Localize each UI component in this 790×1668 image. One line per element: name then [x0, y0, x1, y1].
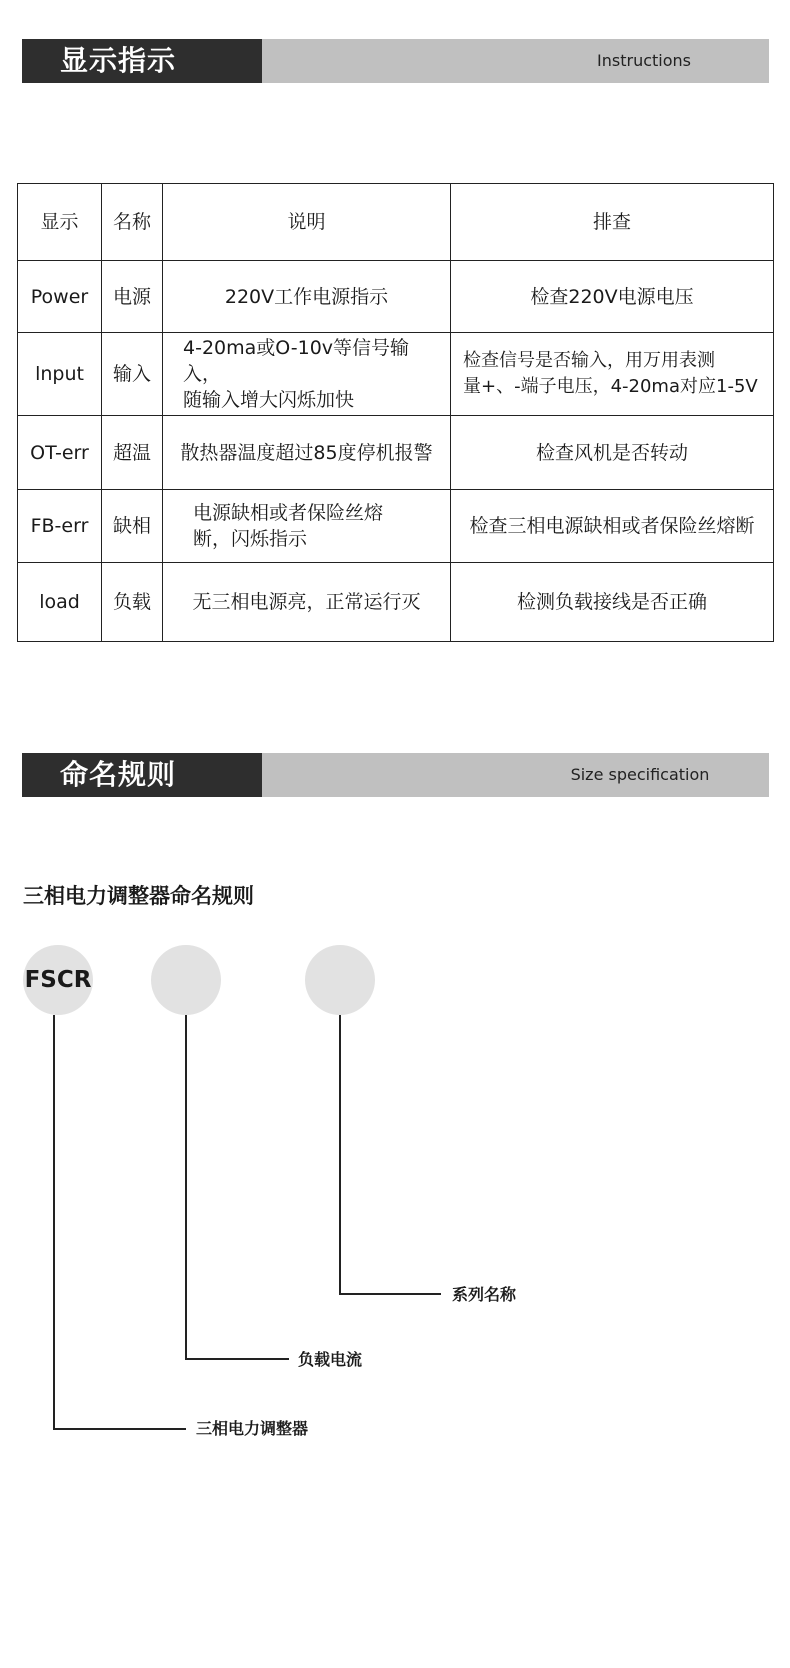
indicator-table: [17, 183, 774, 642]
section-banner-instructions: [22, 39, 769, 83]
table-row: [18, 490, 774, 563]
table-row: [18, 416, 774, 490]
check-cell: [451, 563, 774, 642]
connector-line: [339, 1015, 341, 1295]
desc-line: 220V工作电源指示: [224, 285, 389, 308]
header-cell: 名称: [102, 184, 163, 261]
name-cell: 缺相: [102, 490, 163, 563]
desc-line: 断，闪烁指示: [193, 528, 308, 550]
section-banner-naming: [22, 753, 769, 797]
load-current-label: 负载电流: [298, 1350, 363, 1369]
check-line: 检查220V电源电压: [530, 285, 694, 308]
check-cell: [451, 490, 774, 563]
table-header-row: [18, 184, 774, 261]
desc-line: 无三相电源亮，正常运行灭: [192, 591, 421, 613]
desc-line: 电源缺相或者保险丝熔: [193, 502, 384, 524]
desc-cell: [163, 261, 451, 333]
display-cell: load: [18, 563, 102, 642]
display-cell: lnput: [18, 333, 102, 416]
table-row: [18, 333, 774, 416]
name-cell: 超温: [102, 416, 163, 490]
model-prefix-circle: FSCR: [23, 945, 93, 1015]
check-cell: [451, 333, 774, 416]
section-title-en: Size specification: [570, 765, 710, 784]
check-line: 检查风机是否转动: [535, 441, 688, 464]
desc-cell: [163, 333, 451, 416]
desc-cell: [163, 490, 451, 563]
display-cell: Power: [18, 261, 102, 333]
desc-line: 4-20ma或O-10v等信号输入，: [183, 337, 410, 385]
name-cell: 负载: [102, 563, 163, 642]
section-title-cn: 显示指示: [60, 44, 177, 77]
connector-line: [185, 1015, 187, 1360]
name-cell: 输入: [102, 333, 163, 416]
power-regulator-label: 三相电力调整器: [196, 1419, 309, 1438]
naming-subtitle: 三相电力调整器命名规则: [23, 884, 254, 908]
display-cell: OT-err: [18, 416, 102, 490]
connector-line: [53, 1015, 55, 1430]
load-current-circle: [151, 945, 221, 1015]
section-title-en: Instructions: [597, 51, 691, 70]
check-line: 检测负载接线是否正确: [516, 591, 707, 613]
series-name-circle: [305, 945, 375, 1015]
table-row: [18, 563, 774, 642]
check-cell: [451, 416, 774, 490]
check-cell: [451, 261, 774, 333]
connector-line: [185, 1358, 289, 1360]
check-line: 检查信号是否输入，用万用表测: [463, 350, 715, 371]
table-row: [18, 261, 774, 333]
series-name-label: 系列名称: [452, 1285, 517, 1304]
desc-line: 随输入增大闪烁加快: [183, 389, 355, 411]
header-cell: 显示: [18, 184, 102, 261]
desc-cell: [163, 416, 451, 490]
connector-line: [53, 1428, 186, 1430]
header-cell: 排查: [451, 184, 774, 261]
desc-line: 散热器温度超过85度停机报警: [180, 441, 433, 464]
section-title-cn: 命名规则: [60, 758, 177, 791]
check-line: 检查三相电源缺相或者保险丝熔断: [469, 515, 755, 537]
desc-cell: [163, 563, 451, 642]
connector-line: [339, 1293, 441, 1295]
name-cell: 电源: [102, 261, 163, 333]
display-cell: FB-err: [18, 490, 102, 563]
check-line: 量+、-端子电压，4-20ma对应1-5V: [463, 376, 758, 397]
header-cell: 说明: [163, 184, 451, 261]
